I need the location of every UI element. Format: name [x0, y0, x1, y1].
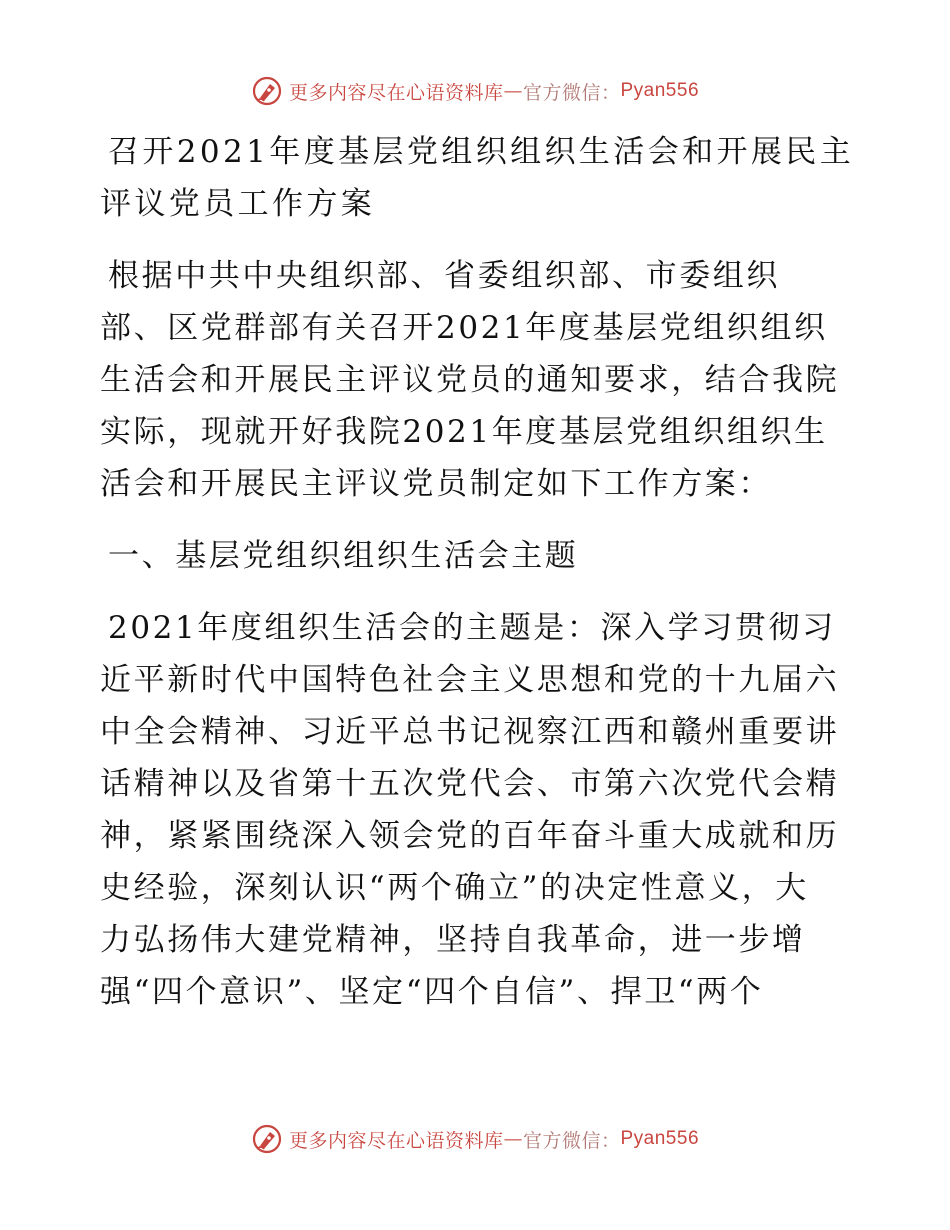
intro-line-5: 活会和开展民主评议党员制定如下工作方案： [100, 466, 772, 502]
watermark-wechat-label: 官方微信： [522, 1129, 621, 1152]
section-1-line-7: 力弘扬伟大建党精神，坚持自我革命，进一步增 [100, 922, 806, 958]
document-title-line-2: 评议党员工作方案 [100, 186, 376, 222]
intro-line-4: 实际，现就开好我院2021年度基层党组织组织生 [100, 414, 828, 450]
spacer [100, 582, 860, 602]
watermark-wechat-id: Pyan556 [620, 1128, 700, 1149]
watermark-site-name: 更多内容尽在心语资料库 [288, 1129, 504, 1152]
intro-line-1: 根据中共中央组织部、省委组织部、市委组织 [108, 258, 780, 294]
section-1-line-6: 史经验，深刻认识“两个确立”的决定性意义，大 [100, 870, 809, 906]
section-1-line-5: 神，紧紧围绕深入领会党的百年奋斗重大成就和历 [100, 818, 840, 854]
watermark-wechat-id: Pyan556 [620, 80, 700, 101]
section-1-line-1: 2021年度组织生活会的主题是：深入学习贯彻习 [108, 610, 836, 646]
pen-nib-logo-icon [251, 75, 283, 107]
watermark-dash: — [503, 80, 523, 102]
spacer [100, 230, 860, 250]
spacer [100, 510, 860, 530]
section-1-line-8: 强“四个意识”、坚定“四个自信”、捍卫“两个 [100, 974, 764, 1010]
section-1-heading: 一、基层党组织组织生活会主题 [108, 538, 579, 574]
watermark-wechat-label: 官方微信： [522, 81, 621, 104]
footer-watermark [0, 1122, 950, 1156]
section-1-line-3: 中全会精神、习近平总书记视察江西和赣州重要讲 [100, 714, 840, 750]
section-1-line-4: 话精神以及省第十五次党代会、市第六次党代会精 [100, 766, 840, 802]
intro-line-3: 生活会和开展民主评议党员的通知要求，结合我院 [100, 362, 840, 398]
watermark-site-name: 更多内容尽在心语资料库 [288, 81, 504, 104]
document-title-line-1: 召开2021年度基层党组织组织生活会和开展民主 [108, 134, 855, 170]
section-1-line-2: 近平新时代中国特色社会主义思想和党的十九届六 [100, 662, 840, 698]
watermark-dash: — [503, 1128, 523, 1150]
header-watermark [0, 74, 950, 108]
document-body [100, 126, 860, 1018]
pen-nib-logo-icon [251, 1123, 283, 1155]
intro-line-2: 部、区党群部有关召开2021年度基层党组织组织 [100, 310, 828, 346]
